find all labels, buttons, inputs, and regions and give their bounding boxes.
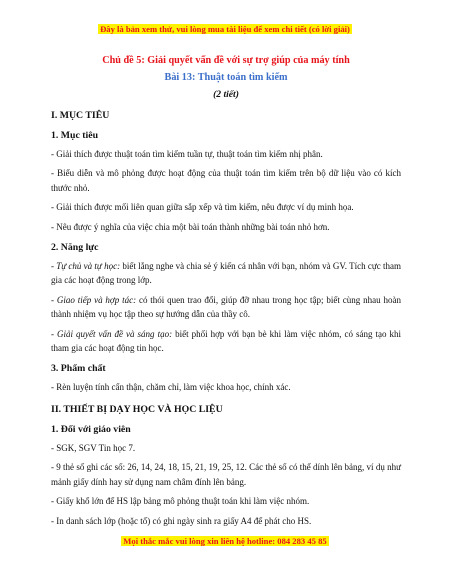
teacher-item: - In danh sách lớp (hoặc tổ) có ghi ngày sinh ra giấy A4 để phát cho HS.: [51, 515, 312, 526]
competency-item: [51, 327, 401, 356]
competency-text: biết lắng nghe và chia sẻ ý kiến cá nhân với bạn, nhóm và GV. Tích cực tham gia các hoạt động trong lớp.: [51, 261, 401, 286]
goal-item: - Biểu diễn và mô phỏng được hoạt động của thuật toán tìm kiếm trên bộ dữ liệu vào có kích thước nhỏ.: [51, 168, 401, 193]
preview-notice-banner: Đây là bản xem thử, vui lòng mua tài liệu để xem chi tiết (có lời giải): [100, 24, 350, 34]
teacher-item: - 9 thẻ số ghi các số: 26, 14, 24, 18, 15, 21, 19, 25, 12. Các thẻ số có thể dính lên bảng, ví dụ như mảnh giấy dính hay sử dụng nam châm đính lên bảng.: [51, 462, 401, 487]
subheading-teacher: 1. Đối với giáo viên: [51, 423, 131, 435]
competency-label: - Tự chủ và tự học:: [51, 261, 121, 272]
subheading-competencies: 2. Năng lực: [51, 242, 99, 254]
section-heading-objectives: I. MỤC TIÊU: [51, 110, 110, 121]
competency-label: - Giao tiếp và hợp tác:: [51, 294, 137, 305]
subheading-qualities: 3. Phẩm chất: [51, 363, 106, 375]
competency-text: có thói quen trao đổi, giúp đỡ nhau trong học tập; biết cùng nhau hoàn thành nhiệm vụ học tập theo sự hướng dẫn của thầy cô.: [51, 294, 401, 320]
subheading-goals: 1. Mục tiêu: [51, 130, 99, 141]
teacher-item: - Giấy khổ lớn để HS lập bảng mô phỏng thuật toán khi làm việc nhóm.: [51, 496, 310, 507]
section-heading-equipment: II. THIẾT BỊ DẠY HỌC VÀ HỌC LIỆU: [51, 403, 223, 415]
lesson-title: Bài 13: Thuật toán tìm kiếm: [164, 72, 288, 83]
document-body: [51, 54, 401, 528]
competency-text: biết phối hợp với bạn bè khi làm việc nhóm, có sáng tạo khi tham gia các hoạt động tin học.: [51, 328, 401, 354]
lesson-duration: (2 tiết): [213, 89, 239, 100]
competency-label: - Giải quyết vấn đề và sáng tạo:: [51, 328, 173, 339]
chapter-title: Chủ đề 5: Giải quyết vấn đề với sự trợ giúp của máy tính: [102, 55, 350, 66]
quality-item: - Rèn luyện tính cẩn thận, chăm chỉ, làm việc khoa học, chính xác.: [51, 382, 291, 393]
competency-item: [51, 259, 401, 288]
competency-item: [51, 293, 401, 322]
teacher-item: - SGK, SGV Tin học 7.: [51, 442, 136, 453]
goal-item: - Nêu được ý nghĩa của việc chia một bài toán thành những bài toán nhỏ hơn.: [51, 221, 330, 232]
hotline-banner: Mọi thắc mắc vui lòng xin liên hệ hotline: 084 283 45 85: [123, 536, 327, 546]
goal-item: - Giải thích được mối liên quan giữa sắp xếp và tìm kiếm, nêu được ví dụ minh họa.: [51, 202, 354, 213]
goal-item: - Giải thích được thuật toán tìm kiếm tuần tự, thuật toán tìm kiếm nhị phân.: [51, 149, 323, 159]
